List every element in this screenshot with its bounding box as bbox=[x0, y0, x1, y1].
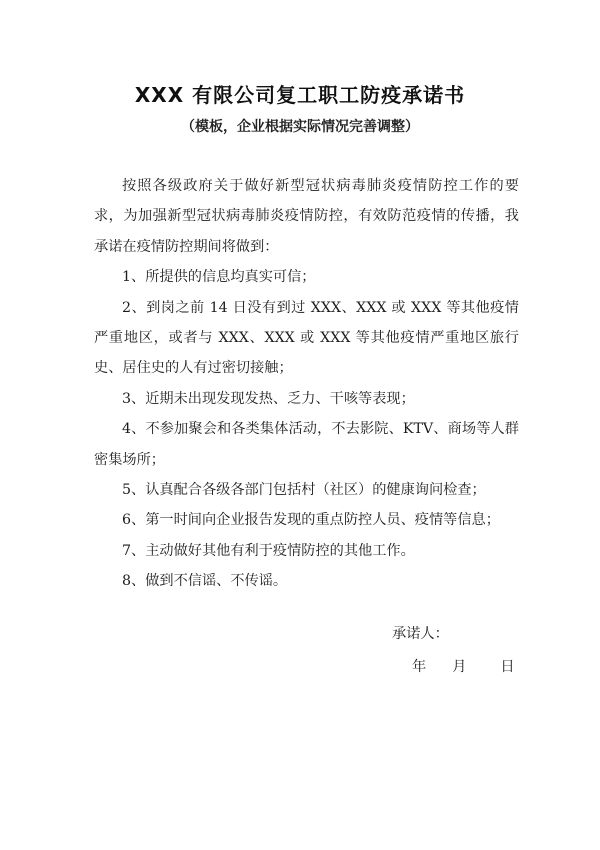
commitment-item-3: 3、近期未出现发现发热、乏力、干咳等表现； bbox=[122, 390, 415, 407]
commitment-item-4: 4、不参加聚会和各类集体活动，不去影院、KTV、商场等人群密集场所； bbox=[94, 421, 519, 468]
intro-paragraph: 按照各级政府关于做好新型冠状病毒肺炎疫情防控工作的要求，为加强新型冠状病毒肺炎疫情防控，有效防范疫情的传播，我承诺在疫情防控期间将做到： bbox=[94, 178, 519, 255]
commitment-item-1: 1、所提供的信息均真实可信； bbox=[122, 269, 316, 286]
document-title: XXX 有限公司复工职工防疫承诺书 bbox=[134, 83, 466, 107]
commitment-item-5: 5、认真配合各级各部门包括村（社区）的健康询问检查； bbox=[122, 482, 486, 499]
commitment-item-2: 2、到岗之前 14 日没有到过 XXX、XXX 或 XXX 等其他疫情严重地区，或者与 XXX、XXX 或 XXX 等其他疫情严重地区旅行史、居住史的人有过密切接触； bbox=[94, 299, 519, 377]
commitment-item-7: 7、主动做好其他有利于疫情防控的其他工作。 bbox=[122, 542, 415, 559]
date-year-label: 年 bbox=[412, 659, 427, 675]
date-line bbox=[412, 656, 515, 676]
document-body bbox=[94, 171, 519, 597]
commitment-item-6: 6、第一时间向企业报告发现的重点防控人员、疫情等信息； bbox=[122, 512, 500, 529]
date-month-label: 月 bbox=[452, 659, 467, 675]
commitment-item-8: 8、做到不信谣、不传谣。 bbox=[122, 573, 288, 590]
signature-label: 承诺人： bbox=[392, 626, 449, 642]
document-subtitle: （模板，企业根据实际情况完善调整） bbox=[181, 119, 419, 135]
date-day-label: 日 bbox=[500, 659, 515, 675]
